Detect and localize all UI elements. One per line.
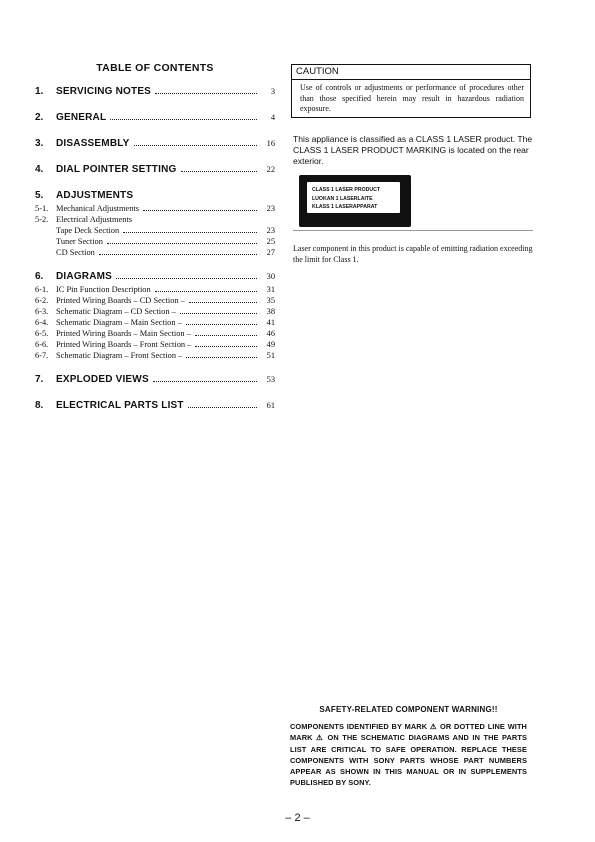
toc-section [35,86,275,100]
toc-entry-number: 6-3. [35,307,49,316]
caution-heading: CAUTION [292,65,530,80]
toc-subentry[interactable] [35,285,275,296]
toc-entry-number: 6-6. [35,340,49,349]
toc-subentry[interactable] [35,340,275,351]
toc-sections [35,86,275,414]
toc-entry-number: 7. [35,374,44,385]
toc-entry-page: 16 [266,139,275,148]
toc-entry-label: DIAL POINTER SETTING [56,164,177,175]
toc-entry-page: 41 [266,318,275,327]
toc-entry[interactable] [35,374,275,388]
laser-label-line: KLASS 1 LASERAPPARAT [312,204,378,210]
toc-entry-number: 6-2. [35,296,49,305]
toc-entry-label: Schematic Diagram – CD Section – [56,307,176,316]
toc-entry-page: 35 [266,296,275,305]
toc-entry-label: Schematic Diagram – Front Section – [56,351,183,360]
toc-entry-label: Printed Wiring Boards – Front Section – [56,340,192,349]
toc-entry-page: 49 [266,340,275,349]
toc-entry-label: Printed Wiring Boards – CD Section – [56,296,185,305]
toc-entry-label: Tuner Section [56,237,103,246]
toc-section [35,164,275,178]
toc-entry-page: 31 [266,285,275,294]
toc-entry[interactable] [35,138,275,152]
toc-entry-page: 51 [266,351,275,360]
laser-label-text [307,182,400,213]
laser-product-label [299,175,411,227]
caution-box [291,64,531,118]
toc-entry-label: CD Section [56,248,95,257]
toc-dot-leader [195,335,257,336]
toc-subentry[interactable] [35,226,275,237]
toc-section [35,112,275,126]
toc-entry-label: SERVICING NOTES [56,86,152,97]
toc-section [35,400,275,414]
laser-label-line: CLASS 1 LASER PRODUCT [312,187,381,193]
toc-subentry[interactable] [35,318,275,329]
toc-dot-leader [116,278,257,279]
toc-subentry[interactable] [35,237,275,248]
toc-dot-leader [186,357,257,358]
divider [293,230,533,231]
toc-entry-label: IC Pin Function Description [56,285,151,294]
toc-entry[interactable] [35,190,275,204]
toc-entry[interactable] [35,164,275,178]
toc-entry-number: 5. [35,190,44,201]
toc-dot-leader [188,407,257,408]
laser-label-line: LUOKAN 1 LASERLAITE [312,195,373,202]
toc-subentry[interactable] [35,307,275,318]
toc-entry-label: DIAGRAMS [56,271,113,282]
toc-entry-page: 27 [266,248,275,257]
toc-entry-label: Printed Wiring Boards – Main Section – [56,329,191,338]
toc-entry-label: GENERAL [56,112,107,123]
toc-entry-page: 46 [266,329,275,338]
toc-entry-page: 23 [266,204,275,213]
toc-dot-leader [153,381,257,382]
toc-entry[interactable] [35,271,275,285]
toc-entry-label: Schematic Diagram – Main Section – [56,318,182,327]
toc-entry-number: 4. [35,164,44,175]
toc-entry-label: Tape Deck Section [56,226,120,235]
toc-entry-number: 2. [35,112,44,123]
toc-entry[interactable] [35,86,275,100]
table-of-contents [35,62,275,426]
toc-dot-leader [155,93,257,94]
safety-warning [290,705,527,789]
toc-title: TABLE OF CONTENTS [96,62,214,74]
toc-dot-leader [143,210,257,211]
toc-entry[interactable] [35,400,275,414]
toc-entry-page: 30 [266,272,275,281]
toc-entry-page: 53 [266,375,275,384]
toc-dot-leader [110,119,257,120]
toc-entry-number: 6-7. [35,351,49,360]
toc-subentry[interactable] [35,215,275,226]
toc-dot-leader [189,302,257,303]
toc-section [35,190,275,259]
toc-entry-page: 22 [266,165,275,174]
page-number: – 2 – [285,812,310,824]
safety-warning-title: SAFETY-RELATED COMPONENT WARNING!! [319,705,498,714]
toc-entry[interactable] [35,112,275,126]
toc-dot-leader [134,145,257,146]
toc-subentry[interactable] [35,351,275,362]
toc-dot-leader [123,232,257,233]
toc-entry-label: Electrical Adjustments [56,215,133,224]
toc-section [35,271,275,362]
toc-section [35,374,275,388]
toc-entry-number: 8. [35,400,44,411]
toc-dot-leader [186,324,257,325]
toc-subentry[interactable] [35,204,275,215]
toc-subentry[interactable] [35,296,275,307]
toc-entry-number: 6-4. [35,318,49,327]
toc-entry-number: 6-1. [35,285,49,294]
toc-entry-page: 23 [266,226,275,235]
toc-entry-number: 3. [35,138,44,149]
toc-dot-leader [155,291,257,292]
toc-entry-page: 61 [266,401,275,410]
toc-entry-label: EXPLODED VIEWS [56,374,149,385]
toc-dot-leader [107,243,257,244]
toc-dot-leader [99,254,257,255]
toc-entry-page: 3 [270,87,275,96]
toc-entry-number: 5-2. [35,215,49,224]
toc-entry-number: 5-1. [35,204,49,213]
toc-subentry[interactable] [35,248,275,259]
toc-entry-number: 6. [35,271,44,282]
toc-entry-number: 6-5. [35,329,49,338]
toc-section [35,138,275,152]
safety-warning-text: COMPONENTS IDENTIFIED BY MARK ⚠ OR DOTTED LINE WITH MARK ⚠ ON THE SCHEMATIC DIAGRAMS AND IN THE PARTS LIST ARE CRITICAL TO SAFE OPERATION. REPLACE THESE COMPONENTS WITH SONY PARTS WHOSE PART NUMBERS APPEAR AS SHOWN IN THIS MANUAL OR IN SUPPLEMENTS PUBLISHED BY SONY. [290,722,527,788]
toc-entry-page: 38 [266,307,275,316]
laser-class-statement: This appliance is classified as a CLASS 1 LASER product. The CLASS 1 LASER PRODUCT MARKING is located on the rear exterior. [293,134,533,166]
toc-entry-label: DISASSEMBLY [56,138,130,149]
toc-entry-number: 1. [35,86,44,97]
laser-emission-note: Laser component in this product is capable of emitting radiation exceeding the limit for Class 1. [293,244,533,264]
toc-subentry[interactable] [35,329,275,340]
toc-dot-leader [181,171,258,172]
caution-text: Use of controls or adjustments or performance of procedures other than those specified herein may result in hazardous radiation exposure. [300,83,524,114]
toc-dot-leader [180,313,257,314]
toc-dot-leader [195,346,257,347]
toc-entry-page: 4 [270,113,275,122]
toc-entry-label: Mechanical Adjustments [56,204,140,213]
toc-entry-label: ADJUSTMENTS [56,190,134,201]
toc-entry-page: 25 [266,237,275,246]
toc-entry-label: ELECTRICAL PARTS LIST [56,400,184,411]
